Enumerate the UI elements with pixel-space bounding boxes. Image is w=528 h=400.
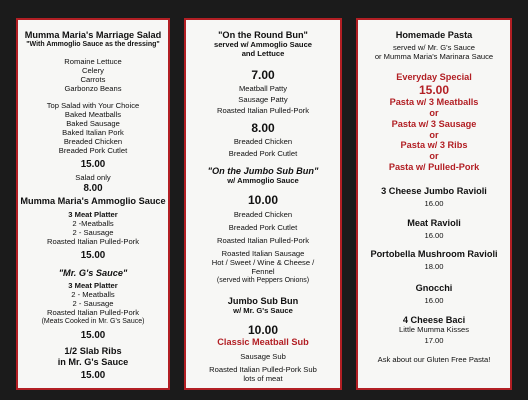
list-item: Breaded Pork Cutlet	[58, 145, 128, 155]
round-bun-price-2: 8.00	[251, 121, 275, 135]
marriage-salad-topping-list	[18, 102, 168, 156]
list-item: Breaded Pork Cutlet	[228, 149, 298, 159]
jumbo-sub-bun-section	[186, 296, 340, 384]
everyday-special-title: Everyday Special	[396, 72, 472, 82]
pasta-item-name: Gnocchi	[415, 283, 453, 293]
list-item: Garbonzo Beans	[64, 83, 122, 93]
list-item: Carrots	[80, 74, 106, 84]
ribs-section	[18, 346, 168, 381]
pasta-item-portobella-ravioli	[358, 249, 510, 272]
homemade-pasta-title: Homemade Pasta	[395, 30, 473, 40]
special-option: Pasta w/ 3 Sausage	[391, 118, 477, 129]
mr-g-note: (Meats Cooked in Mr. G's Sauce)	[41, 317, 145, 325]
special-option: Pasta w/ Pulled-Pork	[388, 162, 480, 173]
special-option: Pasta w/ 3 Meatballs	[389, 97, 479, 108]
marriage-salad-subtitle: "With Ammoglio Sauce as the dressing"	[26, 40, 160, 48]
list-item: 2 - Sausage	[72, 298, 114, 308]
jumbo-sub-subtitle: w/ Ammoglio Sauce	[227, 175, 299, 185]
classic-meatball-sub: Classic Meatball Sub	[217, 336, 309, 347]
pasta-item-jumbo-ravioli	[358, 186, 510, 209]
marriage-salad-base-list	[18, 58, 168, 94]
jumbo-sub-bun-price: 10.00	[247, 322, 279, 337]
homemade-pasta-subtitle-2: or Mumma Maria's Marinara Sauce	[374, 51, 494, 61]
list-item: Baked Italian Pork	[62, 127, 124, 137]
pasta-item-meat-ravioli	[358, 218, 510, 241]
menu-panel-salads	[16, 18, 170, 390]
salad-only-label: Salad only	[75, 172, 111, 182]
list-item: Roasted Italian Pulled-Pork	[46, 307, 140, 317]
pasta-item-price: 16.00	[424, 295, 444, 305]
mr-g-sauce-section	[18, 268, 168, 341]
salad-only-price: 8.00	[83, 182, 103, 194]
special-or: or	[429, 129, 439, 140]
pasta-item-price: 18.00	[424, 261, 444, 271]
round-bun-subtitle-2: and Lettuce	[241, 48, 285, 58]
round-bun-price-1: 7.00	[251, 68, 275, 82]
pasta-item-name: 3 Cheese Jumbo Ravioli	[381, 186, 487, 196]
ribs-title-line1: 1/2 Slab Ribs	[64, 346, 122, 356]
round-bun-section	[186, 30, 340, 59]
list-item: Roasted Italian Pulled-Pork Sub	[209, 364, 317, 374]
marriage-salad-title: Mumma Maria's Marriage Salad	[24, 30, 162, 40]
list-item: Baked Sausage	[66, 118, 120, 128]
mr-g-platter-label: 3 Meat Platter	[68, 280, 118, 290]
menu-panel-sandwiches	[184, 18, 342, 390]
jumbo-sub-title: "On the Jumbo Sub Bun"	[207, 166, 319, 176]
round-bun-tier-1	[186, 68, 340, 116]
gluten-free-note: Ask about our Gluten Free Pasta!	[377, 355, 491, 364]
mr-g-sauce-title: "Mr. G's Sauce"	[58, 268, 128, 278]
homemade-pasta-section	[358, 30, 510, 62]
everyday-special-section	[358, 72, 510, 173]
list-item: 2 -Meatballs	[72, 218, 114, 228]
list-item: Fennel	[251, 266, 275, 276]
special-or: or	[429, 151, 439, 162]
ribs-title-line2: in Mr. G's Sauce	[57, 356, 129, 367]
homemade-pasta-subtitle-1: served w/ Mr. G's Sauce	[392, 42, 476, 52]
marriage-salad-section	[18, 30, 168, 49]
pasta-item-gnocchi	[358, 283, 510, 306]
list-item: Sausage Patty	[238, 95, 288, 105]
pasta-item-price: 16.00	[424, 230, 444, 240]
jumbo-sub-bun-title: Jumbo Sub Bun	[227, 296, 299, 306]
ribs-price: 15.00	[80, 369, 106, 381]
list-item: Breaded Pork Cutlet	[228, 222, 298, 232]
list-item: Breaded Chicken	[233, 209, 293, 219]
list-item: Roasted Italian Pulled-Pork	[46, 236, 140, 246]
special-option: Pasta w/ 3 Ribs	[400, 140, 468, 151]
list-item: 2 - Sausage	[72, 227, 114, 237]
jumbo-sub-section	[186, 166, 340, 285]
jumbo-sub-note: (served with Peppers Onions)	[216, 276, 310, 284]
list-item: Roasted Italian Pulled-Pork	[216, 235, 310, 245]
list-item: Baked Meatballs	[64, 109, 122, 119]
list-item: Sausage Sub	[240, 351, 286, 361]
jumbo-sub-price: 10.00	[247, 192, 279, 207]
ammoglio-sauce-title: Mumma Maria's Ammoglio Sauce	[20, 196, 166, 206]
list-item: Breaded Chicken	[63, 136, 123, 146]
round-bun-tier-2	[186, 121, 340, 159]
pasta-item-cheese-baci	[358, 315, 510, 346]
pasta-item-name: Meat Ravioli	[407, 218, 461, 228]
gluten-free-note-section	[358, 356, 510, 365]
list-item: 2 - Meatballs	[71, 289, 115, 299]
list-item: lots of meat	[243, 373, 283, 383]
round-bun-title: "On the Round Bun"	[218, 30, 308, 40]
list-item: Top Salad with Your Choice	[46, 101, 140, 110]
special-or: or	[429, 107, 439, 118]
pasta-item-name: 4 Cheese Baci	[402, 315, 466, 325]
pasta-item-name: Portobella Mushroom Ravioli	[370, 249, 498, 259]
list-item: Romaine Lettuce	[64, 57, 122, 66]
list-item: Roasted Italian Pulled-Pork	[216, 106, 310, 116]
list-item: Roasted Italian Sausage	[221, 248, 305, 258]
pasta-item-price: 16.00	[424, 198, 444, 208]
pasta-item-subtitle: Little Mumma Kisses	[398, 324, 470, 334]
list-item: Hot / Sweet / Wine & Cheese /	[211, 257, 315, 267]
round-bun-subtitle-1: served w/ Ammoglio Sauce	[213, 39, 313, 49]
list-item: Meatball Patty	[238, 84, 288, 94]
list-item: Celery	[82, 65, 104, 75]
mr-g-price: 15.00	[80, 329, 106, 341]
marriage-salad-pricing	[18, 159, 168, 194]
ammoglio-price: 15.00	[80, 249, 106, 261]
marriage-salad-price: 15.00	[80, 159, 106, 170]
jumbo-sub-bun-subtitle: w/ Mr. G's Sauce	[233, 305, 293, 315]
pasta-item-price: 17.00	[424, 335, 444, 345]
everyday-special-price: 15.00	[418, 82, 450, 97]
list-item: Breaded Chicken	[233, 137, 293, 147]
ammoglio-sauce-section	[18, 196, 168, 261]
ammoglio-platter-label: 3 Meat Platter	[68, 209, 118, 219]
menu-panel-pasta	[356, 18, 512, 390]
